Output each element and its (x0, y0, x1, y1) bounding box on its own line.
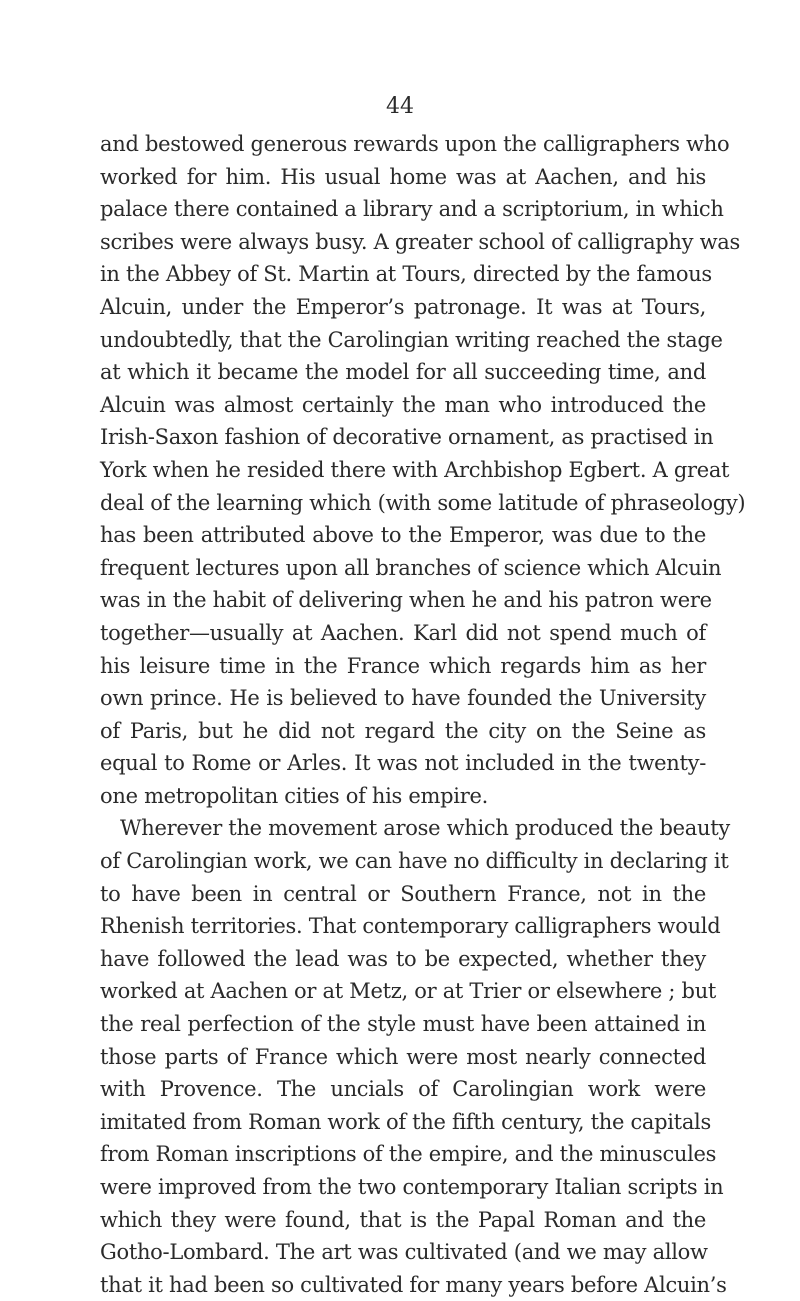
text-line: and bestowed generous rewards upon the calligraphers who (100, 132, 730, 156)
text-line: worked at Aachen or at Metz, or at Trier or elsewhere ; but (100, 979, 717, 1004)
text-line: at which it became the model for all succeeding time, and (100, 360, 706, 385)
text-line: undoubtedly, that the Carolingian writing reached the stage (100, 327, 723, 352)
text-line: those parts of France which were most nearly connected (100, 1044, 706, 1069)
text-line: scribes were always busy. A greater school of calligraphy was (100, 229, 740, 254)
text-line: has been attributed above to the Emperor, was due to the (100, 523, 706, 548)
text-line: Gotho-Lombard. The art was cultivated (and we may allow (100, 1240, 708, 1265)
text-line: to have been in central or Southern France, not in the (100, 881, 706, 906)
text-line: worked for him. His usual home was at Aachen, and his (100, 164, 706, 189)
text-line: together—usually at Aachen. Karl did not spend much of (100, 620, 706, 645)
text-line: of Carolingian work, we can have no difficulty in declaring it (100, 849, 729, 874)
text-line: Irish-Saxon fashion of decorative ornament, as practised in (100, 425, 714, 450)
text-line: of Paris, but he did not regard the city on the Seine as (100, 718, 706, 743)
text-line: from Roman inscriptions of the empire, and the minuscules (100, 1142, 717, 1167)
text-line: which they were found, that is the Papal Roman and the (100, 1207, 706, 1232)
text-line: palace there contained a library and a scriptorium, in which (100, 197, 724, 222)
page-number: 44 (386, 94, 414, 119)
text-line: one metropolitan cities of his empire. (100, 783, 488, 808)
text-line: Alcuin, under the Emperor’s patronage. It was at Tours, (100, 294, 706, 319)
text-line: frequent lectures upon all branches of science which Alcuin (100, 555, 722, 580)
text-line: was in the habit of delivering when he and his patron were (100, 588, 712, 613)
text-line: deal of the learning which (with some latitude of phraseology) (100, 490, 746, 515)
text-line: the real perfection of the style must have been attained in (100, 1012, 706, 1037)
text-line: in the Abbey of St. Martin at Tours, directed by the famous (100, 262, 712, 287)
text-line: imitated from Roman work of the fifth century, the capitals (100, 1109, 711, 1134)
text-line: have followed the lead was to be expected, whether they (100, 946, 706, 971)
body-text (100, 128, 746, 1301)
text-line: Alcuin was almost certainly the man who introduced the (100, 392, 706, 417)
text-line: Wherever the movement arose which produced the beauty (120, 816, 730, 841)
text-line: York when he resided there with Archbishop Egbert. A great (100, 457, 730, 482)
text-line: were improved from the two contemporary Italian scripts in (100, 1175, 724, 1199)
text-line: Rhenish territories. That contemporary calligraphers would (100, 914, 721, 939)
text-line: his leisure time in the France which regards him as her (100, 653, 706, 678)
text-line: own prince. He is believed to have founded the University (100, 686, 706, 711)
text-line: equal to Rome or Arles. It was not included in the twenty- (100, 751, 706, 776)
text-line: with Provence. The uncials of Carolingian work were (100, 1077, 706, 1102)
text-line: that it had been so cultivated for many years before Alcuin’s (100, 1272, 727, 1297)
